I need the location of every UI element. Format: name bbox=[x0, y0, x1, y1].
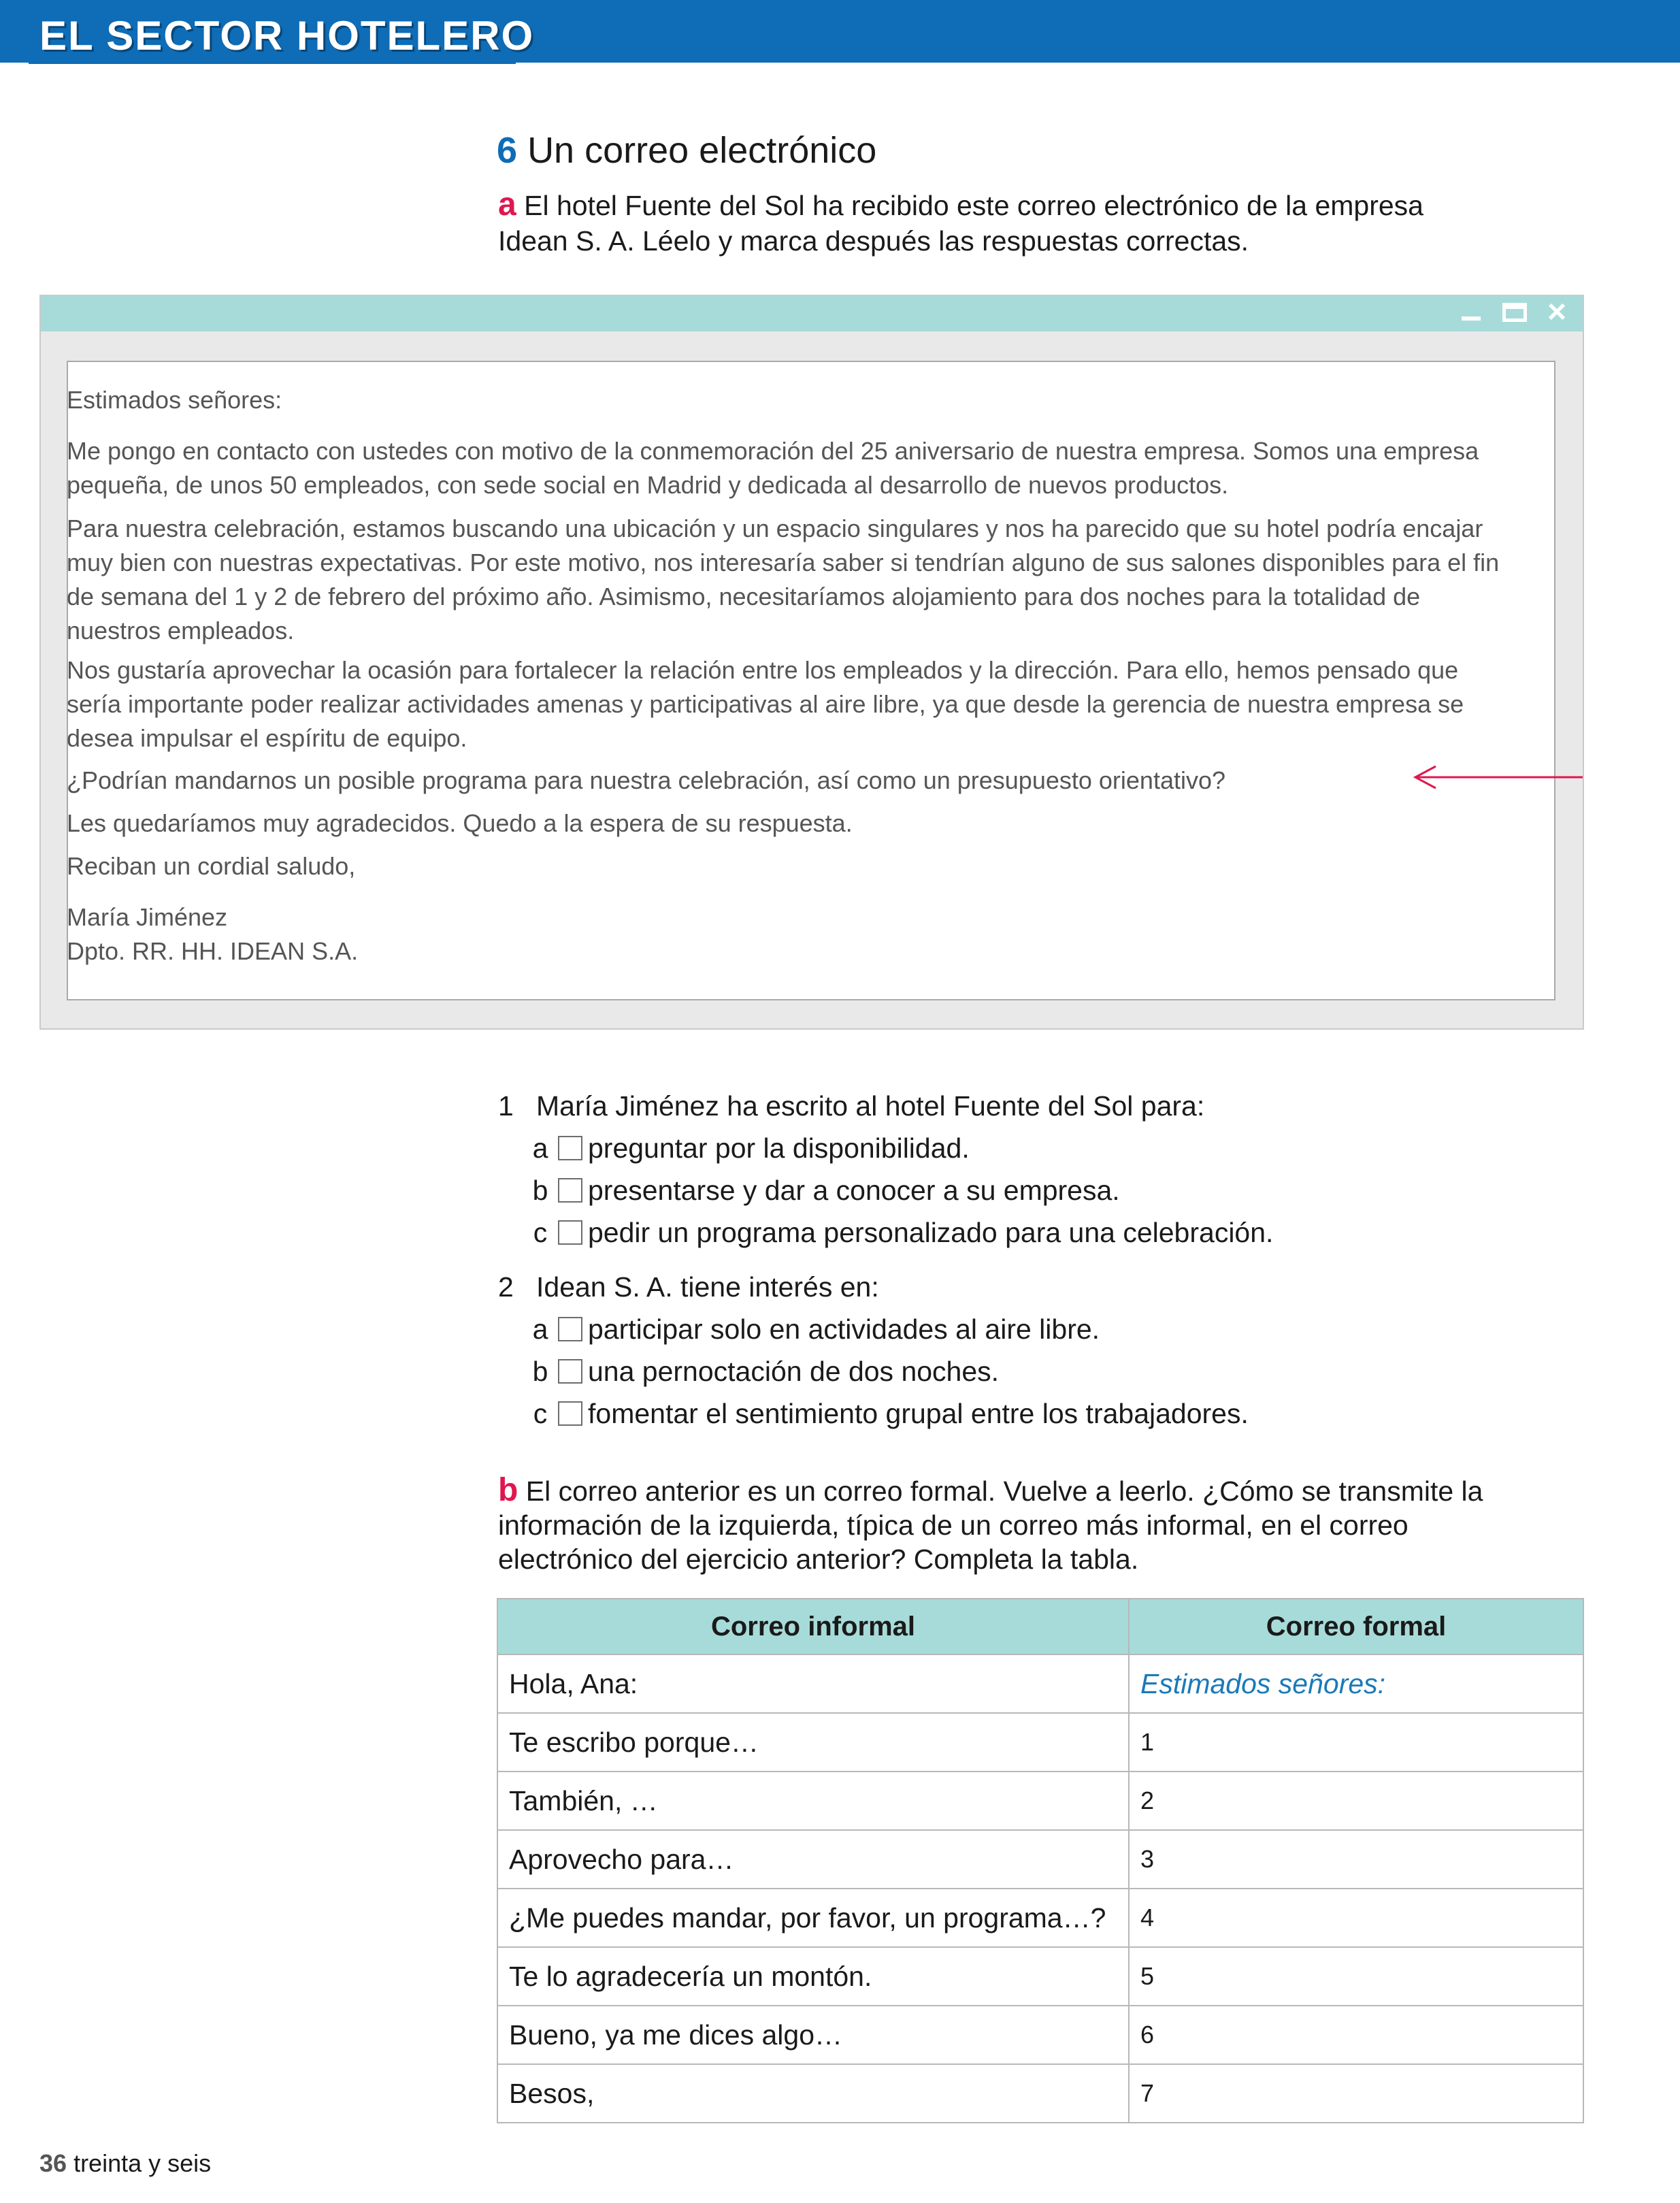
informal-cell: Besos, bbox=[497, 2064, 1129, 2123]
checkbox[interactable] bbox=[558, 1136, 582, 1160]
window-title-bar bbox=[41, 296, 1583, 331]
informal-cell: Hola, Ana: bbox=[497, 1654, 1129, 1713]
email-greeting: Estimados señores: bbox=[67, 386, 282, 414]
part-b-letter: b bbox=[498, 1472, 518, 1508]
email-signature-dept: Dpto. RR. HH. IDEAN S.A. bbox=[67, 937, 359, 965]
answer-cell[interactable]: 2 bbox=[1129, 1772, 1583, 1830]
maximize-icon[interactable] bbox=[1502, 303, 1527, 322]
option-2c[interactable]: c fomentar el sentimiento grupal entre los trabajadores. bbox=[533, 1398, 1249, 1429]
table-row bbox=[497, 1654, 1583, 1713]
informal-cell: Te lo agradecería un montón. bbox=[497, 1947, 1129, 2006]
answer-cell[interactable]: 4 bbox=[1129, 1889, 1583, 1947]
email-paragraph: Me pongo en contacto con ustedes con motivo de la conmemoración del 25 aniversario de nuestra empresa. Somos una empresa pequeña, de unos 50 empleados, con sede social en Madrid y dedicada al desarrollo de nuevos productos. bbox=[67, 437, 1479, 499]
minimize-icon[interactable] bbox=[1462, 316, 1481, 321]
informal-cell: Aprovecho para… bbox=[497, 1830, 1129, 1889]
answer-cell[interactable]: 5 bbox=[1129, 1947, 1583, 2006]
question-2: 2 Idean S. A. tiene interés en: bbox=[498, 1271, 879, 1303]
email-closing: Reciban un cordial saludo, bbox=[67, 852, 356, 880]
table-row bbox=[497, 2006, 1583, 2064]
part-b-instruction bbox=[498, 1473, 1519, 1576]
checkbox[interactable] bbox=[558, 1220, 582, 1245]
table-header-row bbox=[497, 1599, 1583, 1654]
part-a-text: El hotel Fuente del Sol ha recibido este correo electrónico de la empresa Idean S. A. Léelo y marca después las respuestas correctas. bbox=[498, 190, 1423, 257]
table-row bbox=[497, 1830, 1583, 1889]
part-a-instruction bbox=[498, 187, 1492, 259]
option-1b[interactable]: b presentarse y dar a conocer a su empresa. bbox=[532, 1175, 1120, 1206]
column-header-formal: Correo formal bbox=[1129, 1599, 1583, 1654]
section-title: EL SECTOR HOTELERO bbox=[39, 13, 535, 59]
informal-cell: Te escribo porque… bbox=[497, 1713, 1129, 1772]
email-paragraph: ¿Podrían mandarnos un posible programa para nuestra celebración, así como un presupuesto orientativo? bbox=[67, 766, 1226, 794]
checkbox[interactable] bbox=[558, 1401, 582, 1426]
page-number-words: treinta y seis bbox=[73, 2149, 212, 2177]
email-paragraph: Les quedaríamos muy agradecidos. Quedo a la espera de su respuesta. bbox=[67, 809, 853, 837]
answer-cell[interactable]: 7 bbox=[1129, 2064, 1583, 2123]
exercise-title: Un correo electrónico bbox=[527, 130, 877, 171]
close-icon[interactable]: × bbox=[1547, 294, 1566, 330]
table-row bbox=[497, 1889, 1583, 1947]
table-row bbox=[497, 2064, 1583, 2123]
table-row bbox=[497, 1947, 1583, 2006]
question-1: 1 María Jiménez ha escrito al hotel Fuente del Sol para: bbox=[498, 1090, 1205, 1122]
exercise-heading bbox=[497, 129, 876, 172]
table-row bbox=[497, 1772, 1583, 1830]
comparison-table bbox=[497, 1598, 1584, 2123]
checkbox[interactable] bbox=[558, 1178, 582, 1203]
part-a-letter: a bbox=[498, 186, 516, 223]
answer-cell[interactable]: 1 bbox=[1129, 1713, 1583, 1772]
option-2a[interactable]: a participar solo en actividades al aire libre. bbox=[532, 1313, 1100, 1345]
option-1c[interactable]: c pedir un programa personalizado para una celebración. bbox=[533, 1217, 1274, 1248]
informal-cell: También, … bbox=[497, 1772, 1129, 1830]
answer-cell[interactable]: 6 bbox=[1129, 2006, 1583, 2064]
column-header-informal: Correo informal bbox=[497, 1599, 1129, 1654]
email-signature-name: María Jiménez bbox=[67, 903, 228, 931]
page-number bbox=[39, 2149, 211, 2178]
email-paragraph: Para nuestra celebración, estamos buscando una ubicación y un espacio singulares y nos ha parecido que su hotel podría encajar muy bien con nuestras expectativas. Por este motivo, nos interesaría saber si tendrían alguno de sus salones disponibles para el fin de semana del 1 y 2 de febrero del próximo año. Asimismo, necesitaríamos alojamiento para dos noches para la totalidad de nuestros empleados. bbox=[67, 515, 1500, 644]
informal-cell: Bueno, ya me dices algo… bbox=[497, 2006, 1129, 2064]
informal-cell: ¿Me puedes mandar, por favor, un programa…? bbox=[497, 1889, 1129, 1947]
checkbox[interactable] bbox=[558, 1317, 582, 1341]
exercise-number: 6 bbox=[497, 130, 518, 171]
formal-cell: Estimados señores: bbox=[1129, 1654, 1583, 1713]
answer-cell[interactable]: 3 bbox=[1129, 1830, 1583, 1889]
option-2b[interactable]: b una pernoctación de dos noches. bbox=[532, 1356, 1000, 1387]
pointer-arrow-icon bbox=[1409, 764, 1585, 791]
page-number-digits: 36 bbox=[39, 2149, 67, 2177]
table-row bbox=[497, 1713, 1583, 1772]
email-paragraph: Nos gustaría aprovechar la ocasión para fortalecer la relación entre los empleados y la dirección. Para ello, hemos pensado que sería importante poder realizar actividades amenas y participativas al aire libre, ya que desde la gerencia de nuestra empresa se desea impulsar el espíritu de equipo. bbox=[67, 656, 1464, 752]
checkbox[interactable] bbox=[558, 1359, 582, 1384]
option-1a[interactable]: a preguntar por la disponibilidad. bbox=[532, 1132, 970, 1164]
part-b-text: El correo anterior es un correo formal. Vuelve a leerlo. ¿Cómo se transmite la información de la izquierda, típica de un correo más informal, en el correo electrónico del ejercicio anterior? Completa la tabla. bbox=[498, 1475, 1483, 1575]
